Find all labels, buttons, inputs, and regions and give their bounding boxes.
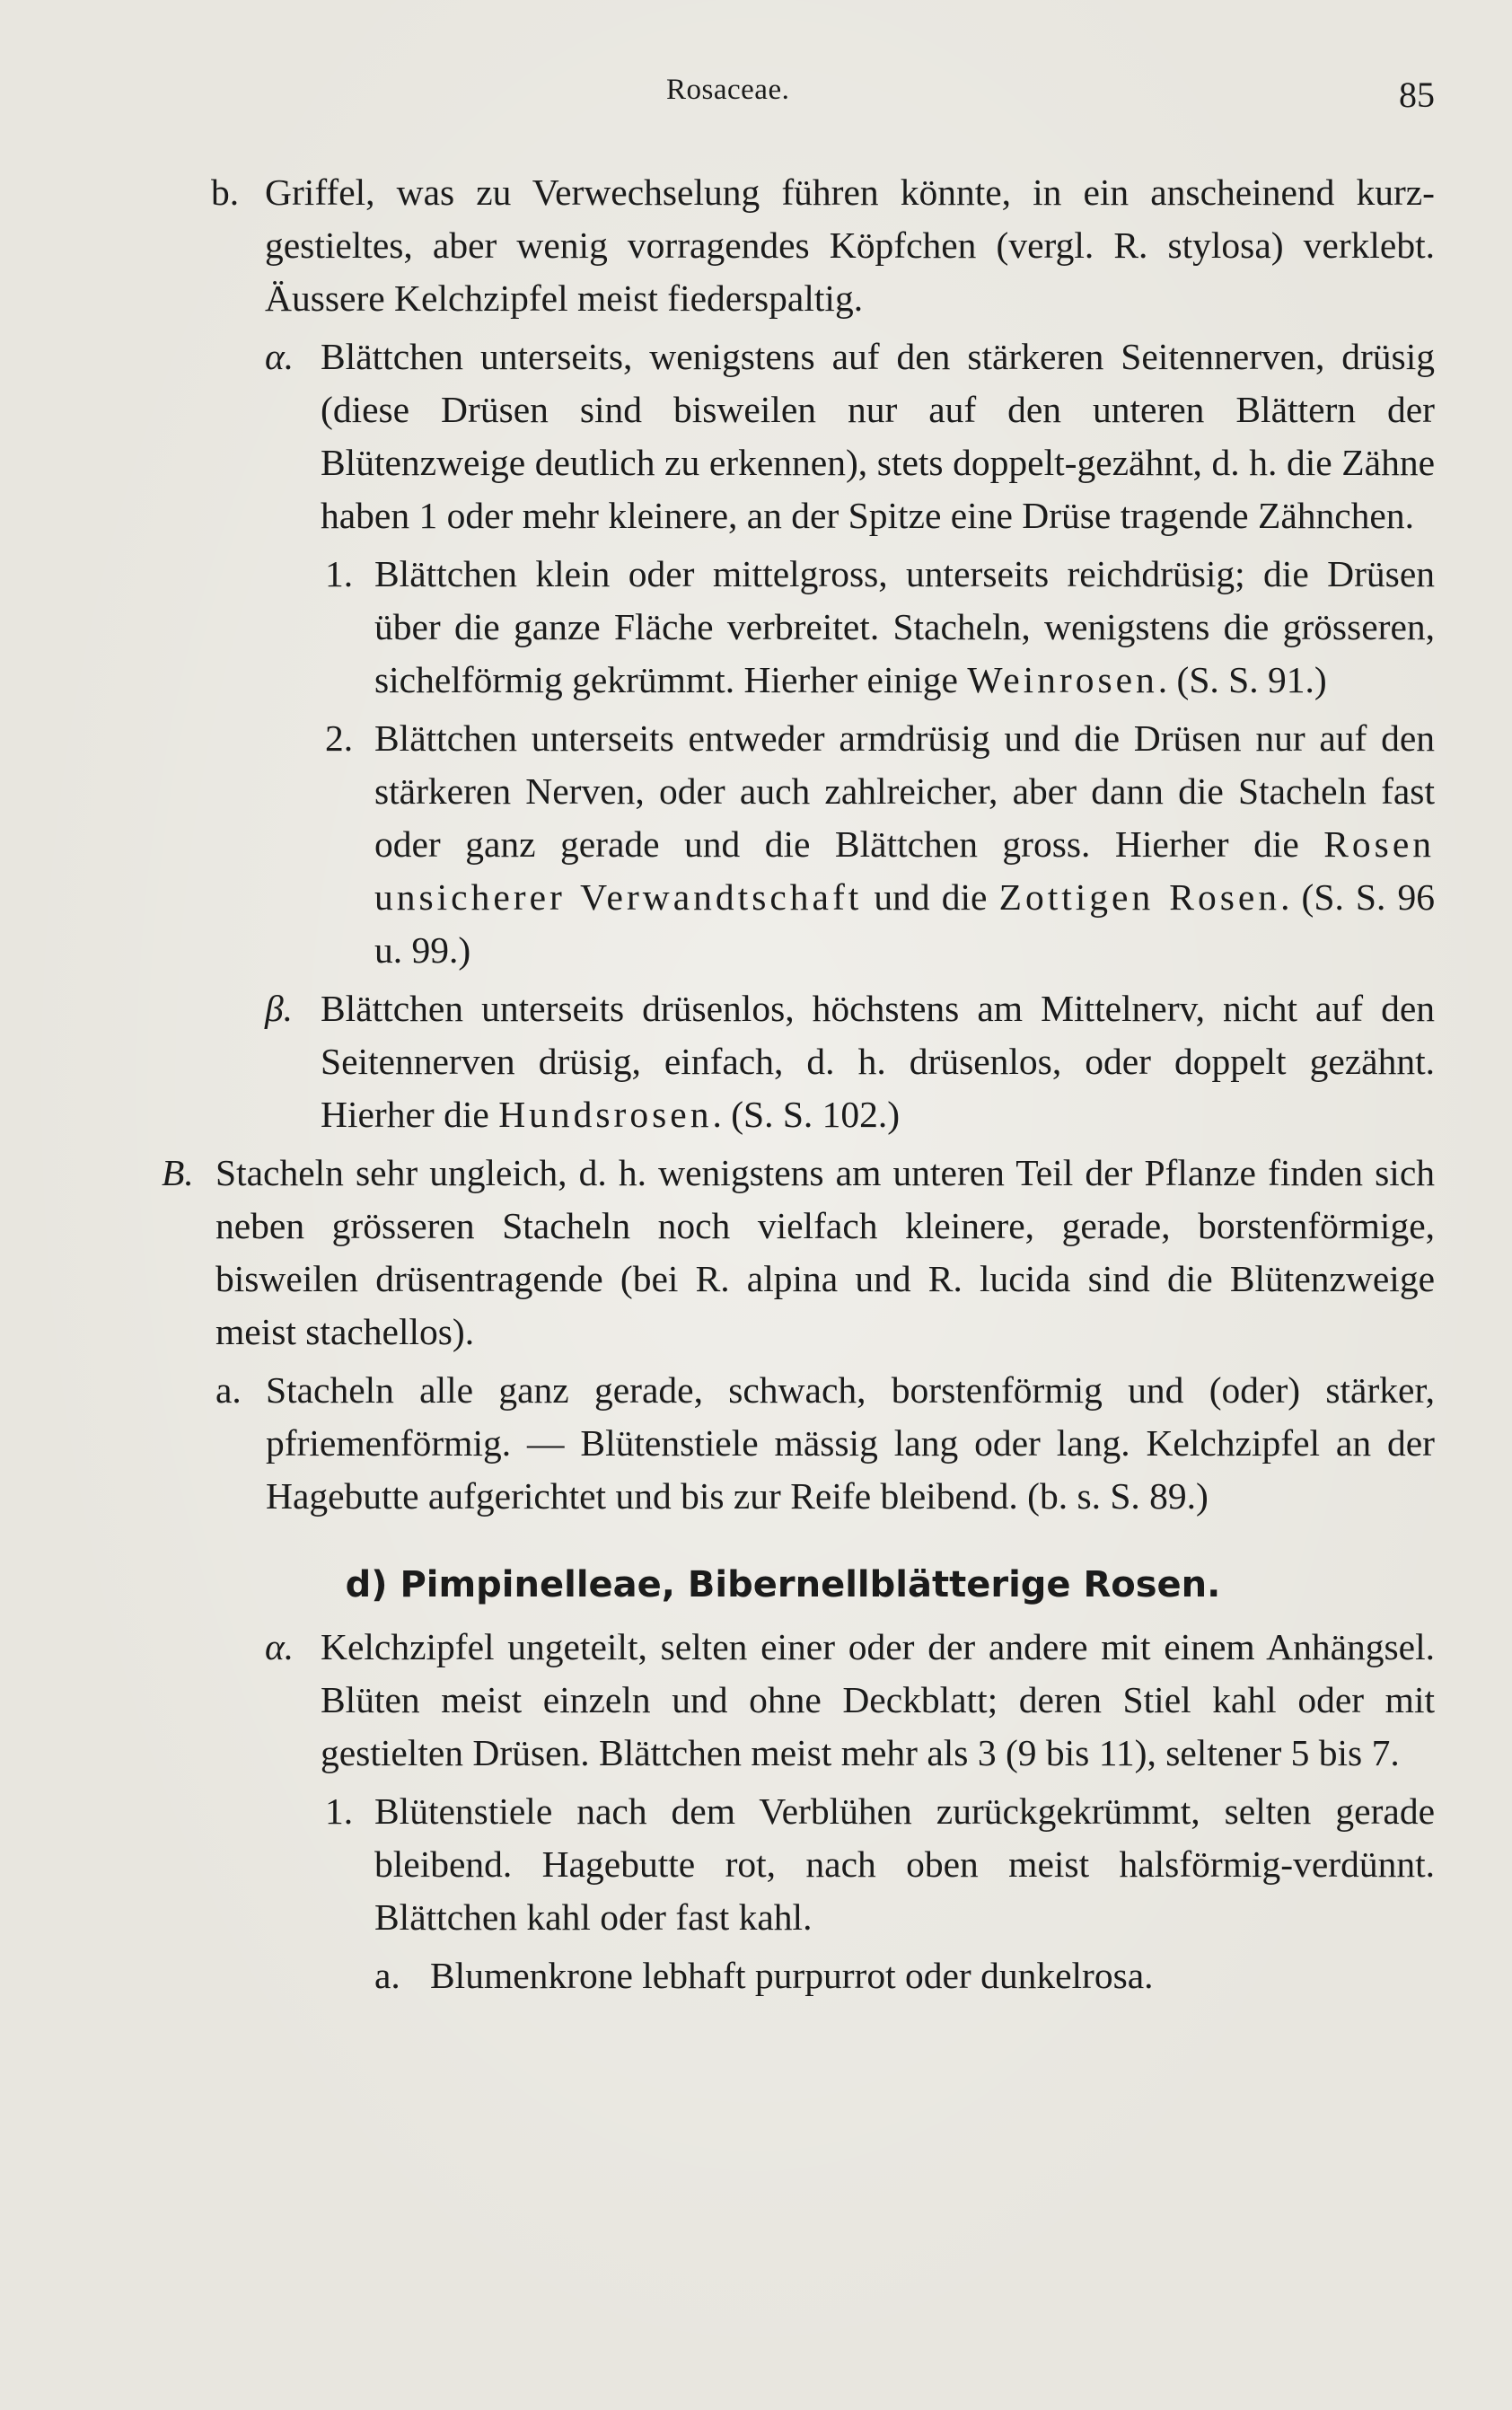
key-entries-upper bbox=[0, 166, 1512, 1523]
entry-text bbox=[374, 712, 1435, 977]
text-run: Blättchen klein oder mittelgross, unterseits reichdrüsig; die Drüsen über die ganze Fläche verbreitet. Stacheln, wenigstens die grösseren, sichelförmig gekrümmt. Hierher einige bbox=[374, 553, 1435, 700]
text-run: . (S. S. 96 u. 99.) bbox=[374, 876, 1435, 971]
entry-label: 1. bbox=[325, 1790, 354, 1832]
text-run: Blättchen unterseits, wenigstens auf den stärkeren Seitennerven, drüsig (diese Drüsen sind bisweilen nur auf den unteren Blättern der Blütenzweige deutlich zu erkennen), stets doppelt-gezähnt, d. h. die Zähne haben 1 oder mehr kleinere, an der Spitze eine Drüse tragende Zähnchen. bbox=[321, 336, 1435, 536]
entry-label: 2. bbox=[325, 717, 354, 759]
entry-label: α. bbox=[265, 336, 294, 377]
key-entry bbox=[325, 712, 1435, 977]
entry-text bbox=[374, 1785, 1435, 1944]
entry-text bbox=[430, 1949, 1435, 2002]
text-run: und die bbox=[862, 876, 999, 918]
page-number: 85 bbox=[1399, 75, 1435, 115]
text-run: Blütenstiele nach dem Verblühen zurückgekrümmt, selten gerade bleibend. Hagebutte rot, nach oben meist halsförmig-verdünnt. Blättchen kahl oder fast kahl. bbox=[374, 1790, 1435, 1938]
spaced-term: Weinrosen bbox=[967, 659, 1158, 700]
key-entry bbox=[325, 1785, 1435, 1944]
entry-text bbox=[321, 1621, 1435, 1780]
spaced-term: Zottigen Rosen bbox=[998, 876, 1281, 918]
text-run: Griffel, was zu Verwechselung führen könnte, in ein anscheinend kurz-gestieltes, aber wenig vorragendes Köpfchen (vergl. R. stylosa) verklebt. Äussere Kelchzipfel meist fiederspaltig. bbox=[265, 172, 1435, 319]
entry-text bbox=[215, 1147, 1435, 1359]
key-entry bbox=[265, 1621, 1435, 1780]
key-entry bbox=[265, 330, 1435, 542]
entry-label: B. bbox=[162, 1152, 194, 1193]
entry-label: 1. bbox=[325, 553, 354, 594]
text-run: . (S. S. 102.) bbox=[712, 1094, 901, 1135]
key-entry bbox=[374, 1949, 1435, 2002]
key-entry bbox=[325, 548, 1435, 707]
running-head: Rosaceae. bbox=[666, 74, 790, 106]
entry-text bbox=[374, 548, 1435, 707]
key-entry bbox=[265, 982, 1435, 1141]
entry-label: α. bbox=[265, 1626, 294, 1667]
entry-label: a. bbox=[215, 1369, 242, 1411]
spaced-term: Rosen unsicherer Verwandtschaft bbox=[374, 823, 1435, 918]
text-run: Blättchen unterseits drüsenlos, höchstens am Mittelnerv, nicht auf den Seitennerven drüsig, einfach, d. h. drüsenlos, oder doppelt gezähnt. Hierher die bbox=[321, 988, 1435, 1135]
text-run: Stacheln alle ganz gerade, schwach, borstenförmig und (oder) stärker, pfriemenförmig. — Blütenstiele mässig lang oder lang. Kelchzipfel an der Hagebutte aufgerichtet und bis zur Reife bleibend. (b. s. S. 89.) bbox=[266, 1369, 1435, 1517]
page-header bbox=[0, 74, 1512, 119]
entry-label: a. bbox=[374, 1955, 400, 1996]
text-run: . (S. S. 91.) bbox=[1157, 659, 1327, 700]
text-run: Blättchen unterseits entweder armdrüsig und die Drüsen nur auf den stärkeren Nerven, oder auch zahlreicher, aber dann die Stacheln fast oder ganz gerade und die Blättchen gross. Hierher die bbox=[374, 717, 1435, 865]
key-entry bbox=[215, 1364, 1435, 1523]
spaced-term: Hundsrosen bbox=[498, 1094, 713, 1135]
entry-text bbox=[266, 1364, 1435, 1523]
text-run: Blumenkrone lebhaft purpurrot oder dunkelrosa. bbox=[430, 1955, 1154, 1996]
text-run: Stacheln sehr ungleich, d. h. wenigstens am unteren Teil der Pflanze finden sich neben grösseren Stacheln noch vielfach kleinere, gerade, borstenförmige, bisweilen drüsentragende (bei R. alpina und R. lucida sind die Blütenzweige meist stachellos). bbox=[215, 1152, 1435, 1352]
entry-text bbox=[321, 330, 1435, 542]
entry-text bbox=[321, 982, 1435, 1141]
text-run: Kelchzipfel ungeteilt, selten einer oder der andere mit einem Anhängsel. Blüten meist einzeln und ohne Deckblatt; deren Stiel kahl oder mit gestielten Drüsen. Blättchen meist mehr als 3 (9 bis 11), seltener 5 bis 7. bbox=[321, 1626, 1435, 1773]
page-body bbox=[0, 166, 1512, 2002]
key-entry bbox=[162, 1147, 1435, 1359]
section-heading: d) Pimpinelleae, Bibernellblätterige Rosen. bbox=[345, 1564, 1221, 1605]
key-entry bbox=[211, 166, 1435, 325]
entry-label: b. bbox=[211, 172, 240, 213]
key-entries-lower bbox=[0, 1621, 1512, 2002]
entry-text bbox=[265, 166, 1435, 325]
entry-label: β. bbox=[265, 988, 294, 1029]
